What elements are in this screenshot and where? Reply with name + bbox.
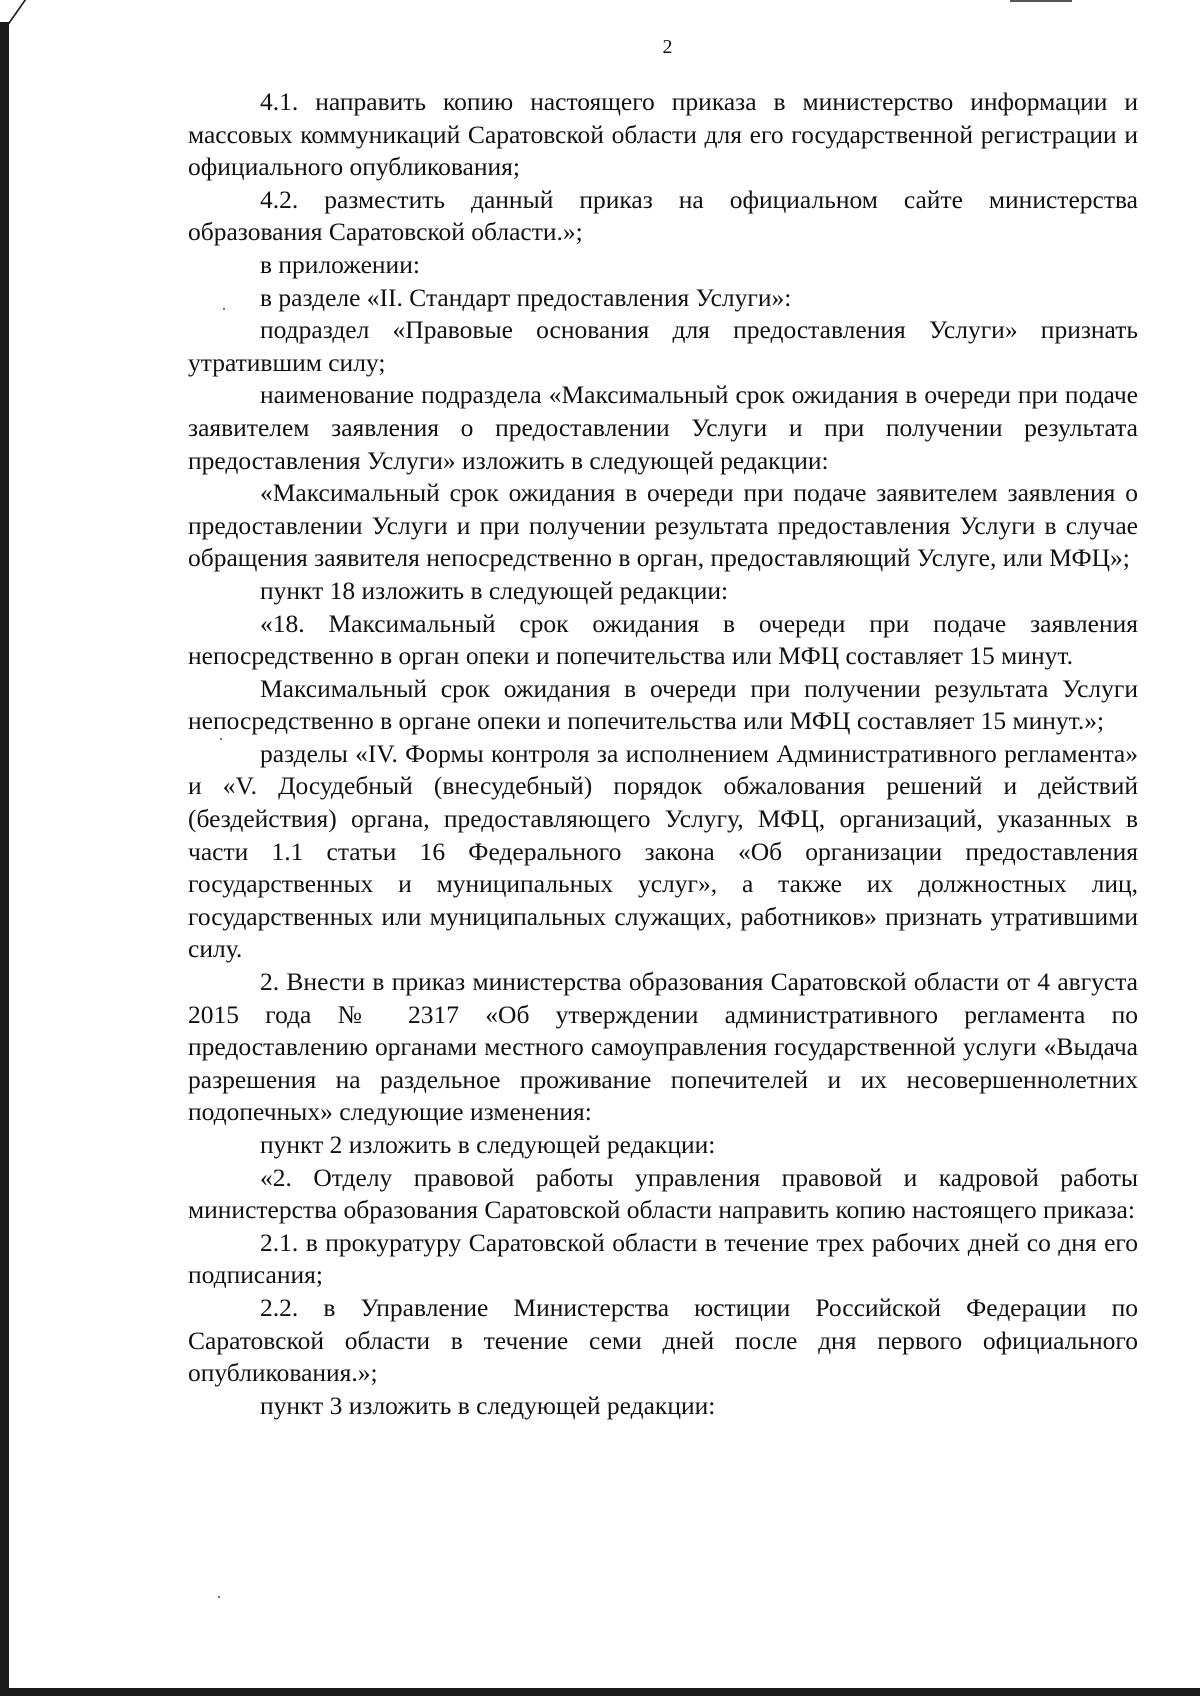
paragraph: наименование подраздела «Максимальный срок ожидания в очереди при подаче заявителем заявления о предоставлении Услуги и при получении результата предоставления Услуги» изложить в следующей редакции: xyxy=(188,380,1138,475)
paragraph: в разделе «II. Стандарт предоставления Услуги»: xyxy=(260,282,792,312)
document-body xyxy=(188,86,1138,1422)
paragraph: 4.2. разместить данный приказ на официальном сайте министерства образования Саратовской области.»; xyxy=(188,184,1138,247)
paragraph: пункт 18 изложить в следующей редакции: xyxy=(260,575,729,605)
paragraph: Максимальный срок ожидания в очереди при получении результата Услуги непосредственно в органе опеки и попечительства или МФЦ составляет 15 минут.»; xyxy=(188,673,1138,736)
paragraph: «Максимальный срок ожидания в очереди при подаче заявителем заявления о предоставлении Услуги и при получении результата предоставления Услуги в случае обращения заявителя непосредственно в орган, предоставляющий Услуге, или МФЦ»; xyxy=(188,478,1138,573)
scan-edge-corner xyxy=(6,0,54,26)
paragraph: пункт 3 изложить в следующей редакции: xyxy=(260,1390,716,1420)
paragraph: «18. Максимальный срок ожидания в очереди при подаче заявления непосредственно в орган опеки и попечительства или МФЦ составляет 15 минут. xyxy=(188,608,1138,671)
paragraph: 2.2. в Управление Министерства юстиции Российской Федерации по Саратовской области в течение семи дней после дня первого официального опубликования.»; xyxy=(188,1292,1138,1388)
paragraph: 4.1. направить копию настоящего приказа в министерство информации и массовых коммуникаций Саратовской области для его государственной регистрации и официального опубликования; xyxy=(188,87,1138,182)
scan-edge-left xyxy=(0,22,9,1696)
page-number: 2 xyxy=(662,36,673,58)
paragraph: подраздел «Правовые основания для предоставления Услуги» признать утратившим силу; xyxy=(188,315,1138,377)
paragraph: разделы «IV. Формы контроля за исполнением Административного регламента» и «V. Досудебный (внесудебный) порядок обжалования решений и действий (бездействия) органа, предоставляющего Услугу, МФЦ, организаций, указанных в части 1.1 статьи 16 Федерального закона «Об организации предоставления государственных и муниципальных услуг», а также их должностных лиц, государственных или муниципальных служащих, работников» признать утратившими силу. xyxy=(188,738,1138,964)
paragraph: в приложении: xyxy=(260,249,420,279)
paragraph: 2.1. в прокуратуру Саратовской области в течение трех рабочих дней со дня его подписания; xyxy=(188,1227,1138,1290)
scan-speck xyxy=(218,1596,220,1598)
paragraph: пункт 2 изложить в следующей редакции: xyxy=(260,1130,716,1159)
paragraph: 2. Внести в приказ министерства образования Саратовской области от 4 августа 2015 года № 2317 «Об утверждении административного регламента по предоставлению органами местного самоуправления государственной услуги «Выдача разрешения на раздельное проживание попечителей и их несовершеннолетних подопечных» следующие изменения: xyxy=(188,967,1138,1127)
scan-edge-top xyxy=(1010,0,1072,2)
paragraph: «2. Отделу правовой работы управления правовой и кадровой работы министерства образования Саратовской области направить копию настоящего приказа: xyxy=(188,1162,1138,1225)
scan-edge-bottom xyxy=(0,1688,1200,1696)
